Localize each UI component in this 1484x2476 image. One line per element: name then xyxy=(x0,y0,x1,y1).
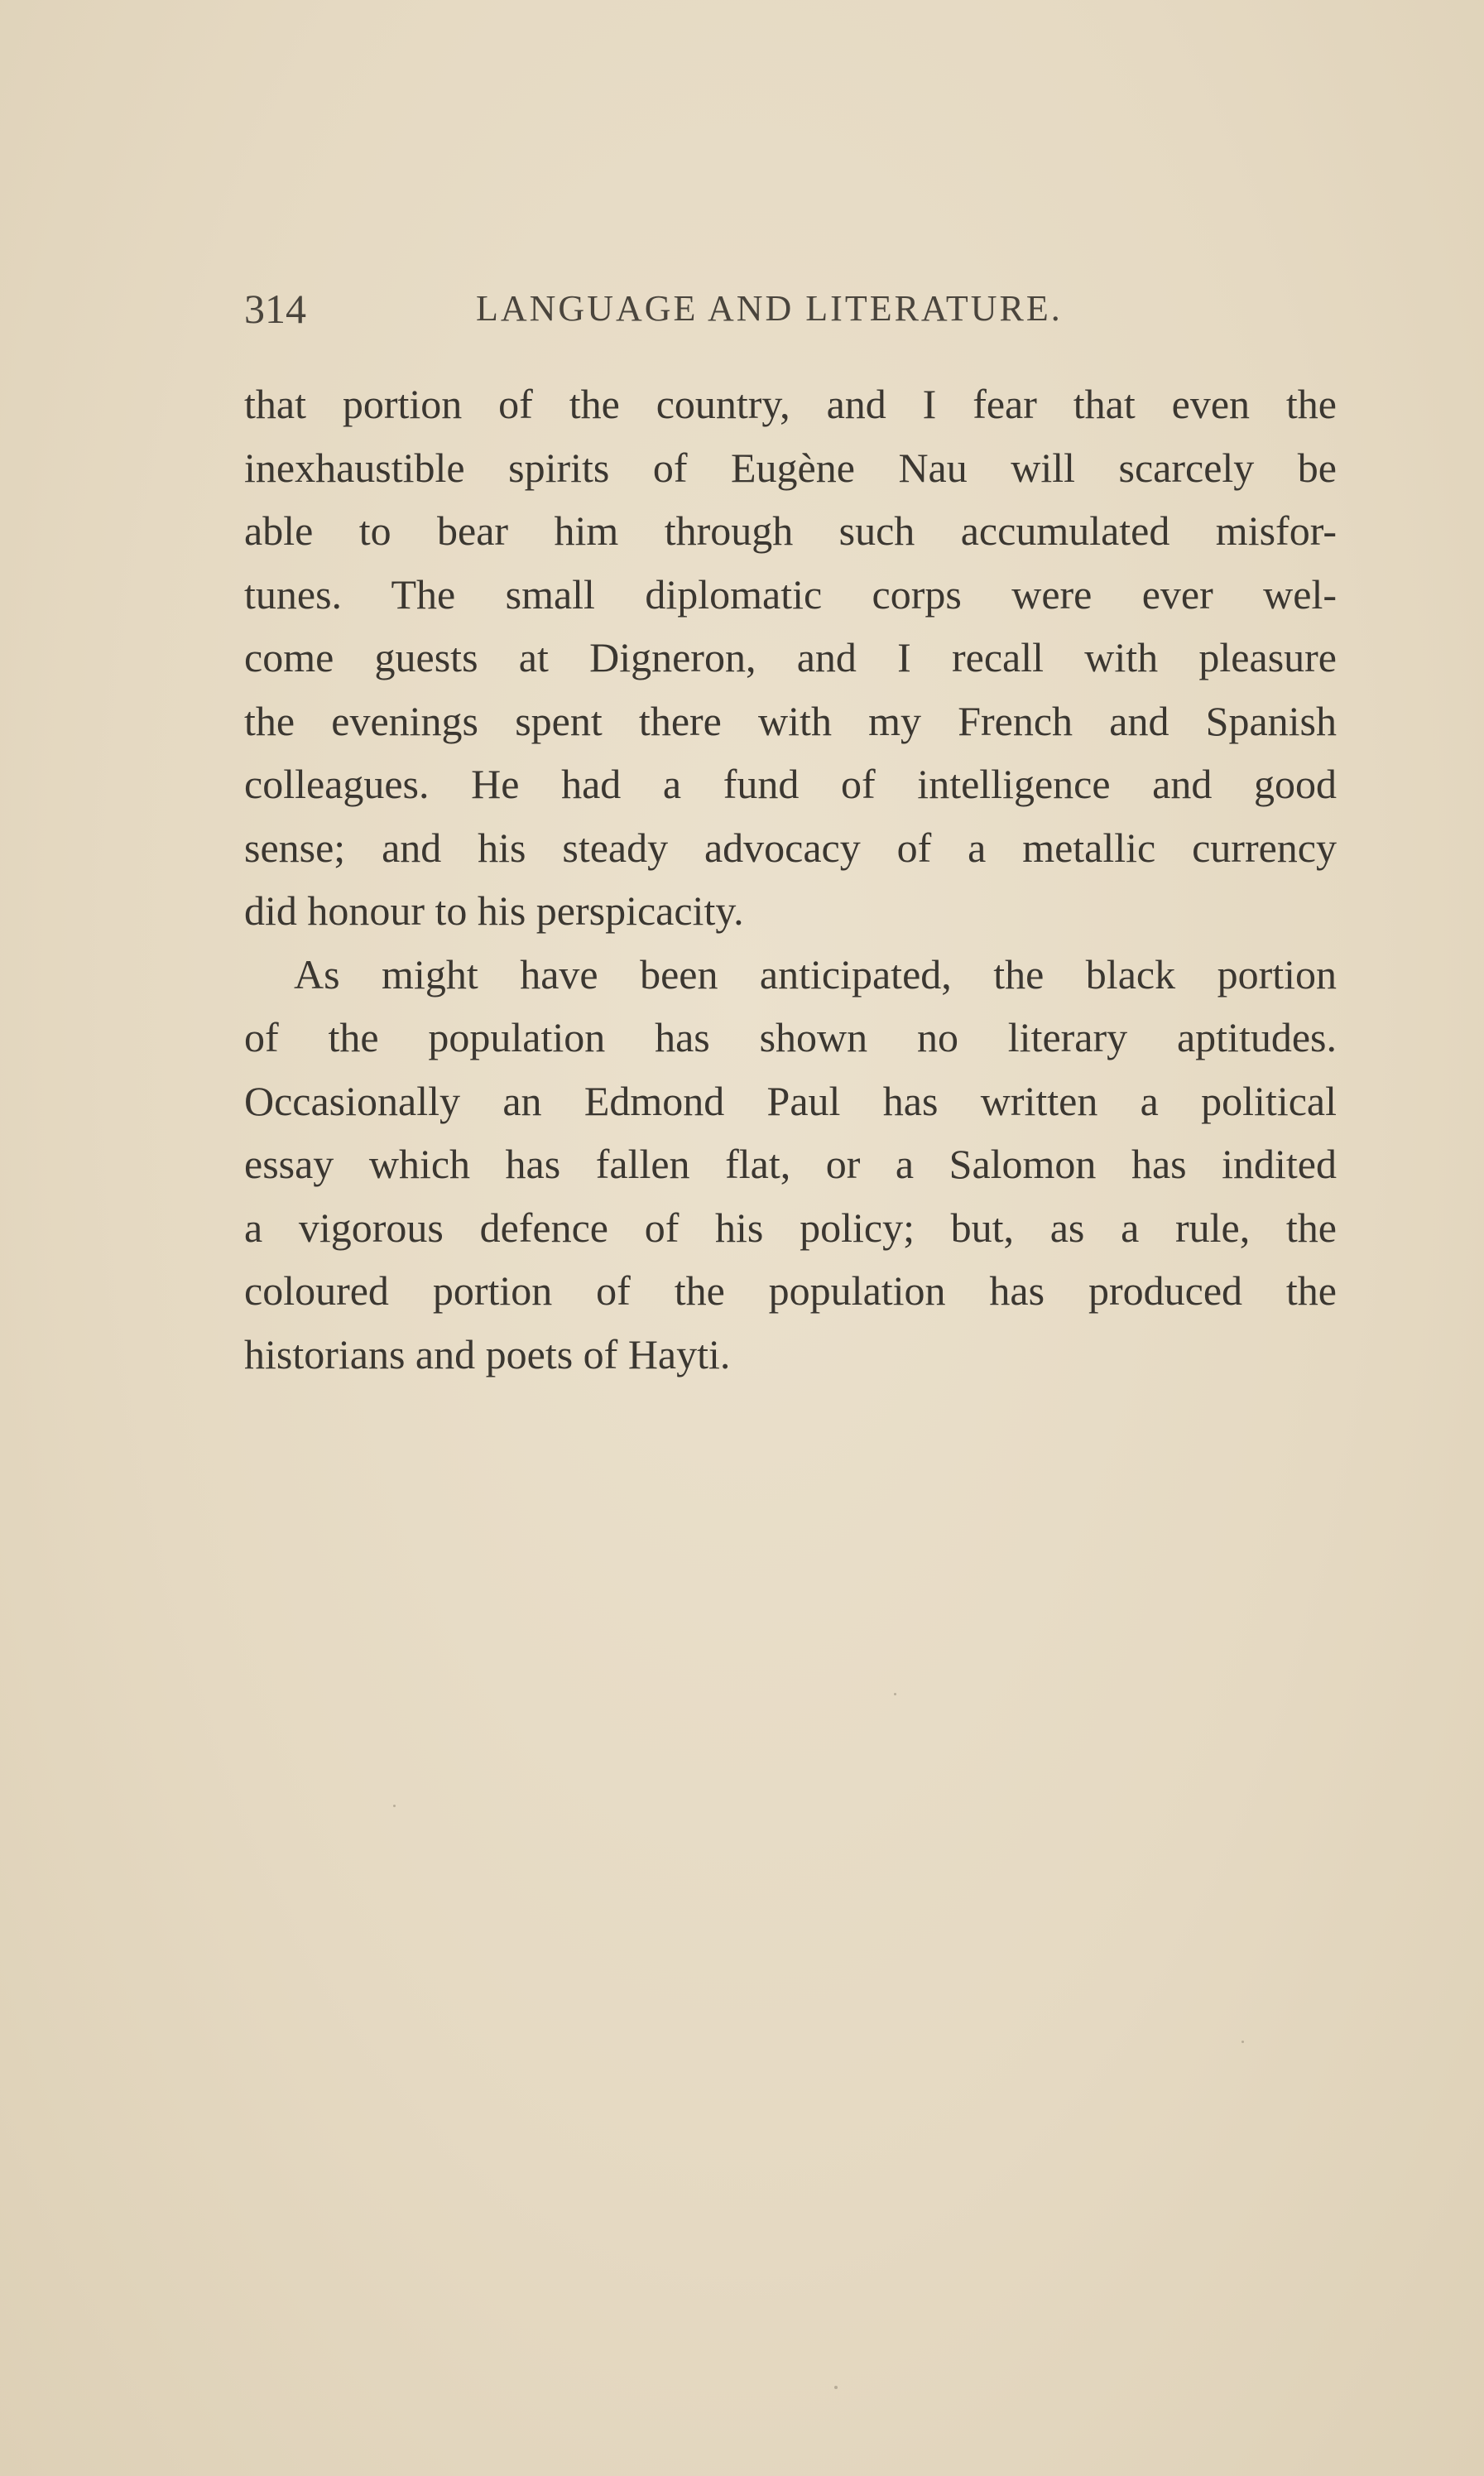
text-line: historians and poets of Hayti. xyxy=(244,1330,731,1377)
text-line: a vigorous defence of his policy; but, as a rule, the xyxy=(244,1204,1337,1251)
page-number: 314 xyxy=(244,286,306,332)
running-title: LANGUAGE AND LITERATURE. xyxy=(476,288,1063,329)
text-line: coloured portion of the population has produced the xyxy=(244,1267,1337,1314)
paper-speck xyxy=(834,2386,838,2389)
paper-speck xyxy=(393,1805,396,1807)
paper-speck xyxy=(1241,2041,1244,2043)
paper-speck xyxy=(894,1693,896,1695)
text-line: of the population has shown no literary aptitudes. xyxy=(244,1014,1337,1060)
text-line: that portion of the country, and I fear that even the xyxy=(244,381,1337,427)
text-line: As might have been anticipated, the black portion xyxy=(294,950,1337,998)
text-line: tunes. The small diplomatic corps were ever wel- xyxy=(244,570,1337,618)
body-text xyxy=(244,373,1337,1386)
text-line: the evenings spent there with my French and Spanish xyxy=(244,697,1337,744)
text-line: Occasionally an Edmond Paul has written a political xyxy=(244,1077,1337,1124)
text-line: come guests at Digneron, and I recall with pleasure xyxy=(244,634,1337,680)
running-head xyxy=(244,280,1341,338)
text-line: sense; and his steady advocacy of a metallic currency xyxy=(244,824,1337,871)
text-line: colleagues. He had a fund of intelligence and good xyxy=(244,761,1337,807)
text-line: did honour to his perspicacity. xyxy=(244,887,744,934)
text-line: able to bear him through such accumulated misfor- xyxy=(244,507,1337,554)
text-line: inexhaustible spirits of Eugène Nau will scarcely be xyxy=(244,444,1337,491)
text-line: essay which has fallen flat, or a Salomon has indited xyxy=(244,1141,1337,1187)
